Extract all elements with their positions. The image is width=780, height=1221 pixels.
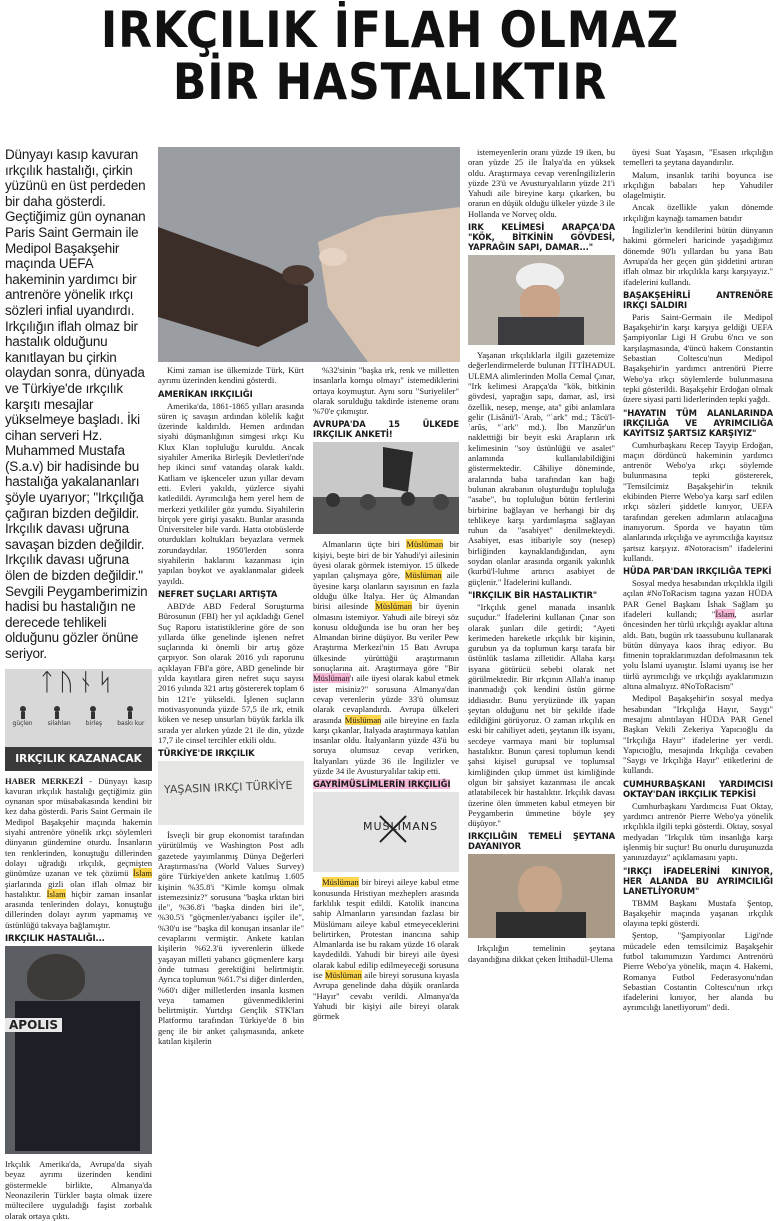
paragraph: Irkçılığın temelinin şeytana dayandığına dikkat çeken İttihadül-Ulema: [468, 943, 615, 964]
text-run: aile bireyi sorusuna kıyasla Avrupa genelinde daha düşük oranlarda "Hayır" cevabı verildi. Almanya'da Yahudi bir kişiyi aile bireyi olarak görmek: [313, 969, 459, 1022]
column-3: [313, 365, 459, 1023]
subheading: [313, 779, 459, 789]
protest-photo: [313, 442, 459, 534]
paragraph: İsveçli bir grup ekonomist tarafından yürütülmüş ve Washington Post adlı gazetede yayımlanmış Dünya Değerleri Araştırması'na (World Values Survey) göre Türkiye'den ankete katılmış 1.605 kişinin %35.8'i "Kimle komşu olmak istemezsiniz?" sorusuna "başka ırktan biri ile", %36.8'i "başka dinden biri ile", %30.5'i "göçmenler/yabancı işçiler ile", %30'u ise "başka dil konuşan insanlar ile" cevaplarını vermiştir. Ankete katılan kişilerin %62.3'ü iyverenlerin ülkede yaşayan milleti yabancı göçmenlere karşı önde tutması gerektiğini belirtmiştir. Ayrıca toplumun %61.7'si diğer dinlerden, %60'ı diğer milletlerden insanla kısmen veya tamamen güvenmediklerini belirtmiştir. Yurtdışı Gençlik STK'ları Platformu tarafından Türkiye'de 8 bin genç ile bir anket çalışmasında, ankete katılan kişilerin: [158, 830, 304, 1047]
police-photo: [5, 946, 152, 1154]
paragraph: Kimi zaman ise ülkemizde Türk, Kürt ayrımı üzerinden kendini gösterdi.: [158, 365, 304, 386]
subheading: TÜRKİYE'DE IRKÇILIK: [158, 748, 255, 759]
paragraph: Cumhurbaşkanı Yardımcısı Fuat Oktay, yardımcı antrenör Pierre Webo'ya yönelik ırkçılıkla ilgili tepki gösterdi. Oktay, sosyal medyadan "Irkçılık tüm insanlığa karşı işlenmiş bir suçtur! Bu onurlu duruşunuzda yanınızdayız" açıklamasını yaptı.: [623, 800, 773, 863]
cross-mark: [378, 814, 408, 844]
text-run: , asırlar öncesinden her türlü ırkçılığı ayaklar altına aldı. Batı, bugün ırk taassubunu kullanarak bütün dünyaya kaos ihraç ediyor. Bu fitnenin topraklarımızdan defolmasının tek yolu İslami uyanıştır. İslami uyanış ise her türlü ayrımcılığı ve ırkçılığı ayaklarımızın altına almalıyız. #NoToRacism": [623, 608, 773, 692]
column-5: [623, 147, 773, 1015]
subheading-text: GAYRİMÜSLİMLERİN IRKÇILIĞI: [313, 779, 451, 790]
paragraph: ABD'de ABD Federal Soruşturma Bürosunun (FBI) her yıl açıkladığı Genel Suç Raporu istatistiklerine göre de son yıllarda ülke genelinde işlenen nefret suçlarında ki önemli bir artış göze çarpıyor. Son olarak 2016 yılı raporunu açıklayan FBI'a göre, ABD genelinde bir yılda kayıtlara giren nefret suçu sayısı 2016 yılında 321 artış göstererek toplam 6 bin 121'e yükseldi. İşlenen suçların motivasyonunda yüzde 57,5 ile ırk, etnik köken ve nesep unsurları büyük farkla ilk sırada yer alırken yüzde 21 ile din, yüzde 17,7 ile cinsel tercihler etkili oldu.: [158, 600, 304, 745]
subheading: AVRUPA'DA 15 ÜLKEDE IRKÇILIK ANKETİ!: [313, 419, 459, 440]
paragraph: Amerika'da, 1861-1865 yılları arasında süren iç savaşın ardından kölelik kağıt üzerinde kaldırıldı. Hemen ardından siyahi düşmanlığının simgesi ırkçı Ku Klux Klan topluluğu kuruldu. Ancak siyahiler Amerika Birleşik Devletleri'nde hep ikinci sınıf vatandaş olarak kaldı. Katliam ve işkenceler uzun yıllar devam etti. Evleri yakıldı, yüzlerce siyahi katledildi. Ayrımcılığa hem yerel hem de merkezi yetkililer göz yumdu. Siyahilerin birçok yere girişi yasaktı. Bunlar arasında Üniversiteler bile vardı. Hatta otobüslerde oturdukları koltukları beyazlara vermek zorundaydılar. 1950'lerden sonra siyahilerin haklarını kazanması için yapılan boykot ve ayaklanmalar gideek yayıldı.: [158, 400, 304, 586]
subheading: IRKÇILIK HASTALIĞI...: [5, 933, 105, 944]
poster-word: baskı kur: [117, 719, 145, 727]
poster-word: birleş: [85, 719, 103, 727]
subheading: IRK KELİMESİ ARAPÇA'DA "KÖK, BİTKİNİN GÖVDESİ, YAPRAĞIN SAPI, DAMAR...": [468, 222, 615, 253]
paragraph: Ancak özellikle yakın dönemde ırkçılığın kaynağı tamamen batıdır: [623, 202, 773, 223]
hands-illustration: [158, 147, 460, 362]
highlight-muslim: Müslüman: [375, 601, 413, 612]
highlight-muslim: Müslüman: [322, 877, 359, 888]
paragraph: "Irkçılık genel manada insanlık suçudur." İfadelerini kullanan Çınar son olarak şunları dile getirdi; "Ayeti kerimeden hareketle ırkçılık bir kişinin, gurubun ya da toplumun karşı tarafa bir üstünlük taslama zilletidir. Allaha karşı isyana götürücü sebebi olarak net görülmektedir. Bir ırkçının Allah'a inanıp inanmadığı çok kendini üstün görme iddiasıdır. Bunu yeryüzünde ilk yapan şeytan olduğunu net bir şekilde ifade edildiğini görüyoruz. O zaman ırkçılık en eski bir cahiliyet adeti, şeytanın ilk isyanı, secdeye varmaya mani bir toplumsal hastalıktır. Bunun çaresi toplumun kendi şahsi kişisel gurupsal ve toplumsal kimliğinden çıkıp ümmet üst kimliğinde olgun bir şahsiyet kazanması ile ancak atlatabilecek bir hastalıktır. Irkçılık davası üzerine ölen ümmeten kabul etmeyen bir Peygamberin ümmetine böyle şey düşüyor.": [468, 601, 615, 829]
column-4: [468, 147, 615, 966]
intro-text: Dünyayı kasıp kavuran ırkçılık hastalığı, çirkin yüzünü en üst perdeden bir daha gösterdi. Geçtiğimiz gün oynanan Paris Saint Germain ile Medipol Başakşehir maçında UEFA hakeminin yardımcı bir antrenöre yönelik ırkçı sözleri infial uyandırdı. Irkçılığın iflah olmaz bir hastalık olduğunu kanıtlayan bu çirkin olaydan sonra, dünyada ve Türkiye'de ırkçılık karşıtı mesajlar yükselmeye başladı. İki cihan serveri Hz. Muhammed Mustafa (S.a.v) bir hadisinde bu hastalığa yakalananları şöyle uyarıyor; "Irkçılığa çağıran bizden değildir. Irkçılık davası uğruna savaşan bizden değildir. Irkçılık davası uğruna ölen de bizden değildir." Sevgili Peygamberimizin hadisi bu hastalığın ne derecede tehlikeli olduğunu gözler önüne seriyor.: [5, 147, 148, 661]
subheading: HÜDA PAR'DAN IRKÇILIĞA TEPKİ: [623, 566, 772, 577]
highlight-islam: İslam: [715, 608, 735, 619]
police-label: APOLIS: [5, 1018, 62, 1032]
text-run: 'ı aile üyesi olarak kabul etmek ister misiniz?" sorusuna Almanya'dan cevap verenlerin yüzde 33'ü olumsuz olarak cevaplandırdı. Avrupa ülkeleri arasında: [313, 673, 459, 725]
paragraph: [313, 877, 459, 1021]
poster-word: silahlan: [47, 719, 71, 727]
paragraph: istemeyenlerin oranı yüzde 19 iken, bu oran yüzde 25 ile İtalya'da en yüksek oldu. Araştırmaya cevap verenİngilizlerin yüzde 23'ü ve Avusturyalıların yüzde 21'i Yahudi aile bireyine karşı çıkarken, bu oranın en düşük olduğu ülkeler yüzde 3 ile Hollanda ve Norveç oldu.: [468, 147, 615, 219]
photo-caption: Irkçılık Amerika'da, Avrupa'da siyah beyaz ayrımı üzerinden kendini göstermekle birlikte, Almanya'da Neonazilerin Türkler başta olmak üzere mültecilere uyguladığı faşist zorbalık olarak ortaya çıktı.: [5, 1159, 152, 1221]
paragraph: Cumhurbaşkanı Recep Tayyip Erdoğan, maçın dördüncü hakeminin yardımcı antrenör Webo'ya ırkçı söylemde bulunmasına tepki göstererek, "Temsilcimiz Başakşehir'in teknik ekibinden Pierre Webo'ya karşı sarf edilen ırkçı sözleri şiddetle kınıyor, UEFA tarafından gereken adımların atılacağına inanıyorum. Sporda ve hayatın tüm alanlarında ırkçılığa ve ayrımcılığa kayıtsız şartsız karşıyız. #Notoracism" ifadelerini kullandı.: [623, 439, 773, 563]
headline-line1: IRKÇILIK İFLAH OLMAZ: [100, 1, 680, 59]
paragraph: Yaşanan ırkçılıklarla ilgili gazetemize değerlendirmelerde bulunan İTTİHADUL ULEMA alimlerinden Molla Cemal Çınar, "Irk kelimesi Arapça'da "kök, bitkinin gövdesi, yaprağın sapı, damar, asl, irsi özellik, nesep, menşe, ata" gibi anlamlara gelir (Lisânü'l-ʿArab, "ʿark" md.; Tâcü'l-ʿarûs, "ʿark" md.). İbn Manzûr'un nakletttiği bir beyit eski Arapların ırk kelimesinin "soy üstünlüğü ve asalet" anlamında kullanılabildiğini göstermektedir. Câhiliye döneminde, aralarında baba tarafından kan bağı bulunan akrabanın oluşturduğu topluluğa "asabe", bu topluluğun bütün fertlerini birbirine bağlayan ve herhangi bir dış tehlikeye karşı yardımlaşma sağlayan ruhun da "asabiyet" denilmekteydi. Asabiyet, esas itibariyle soy (nesep) birliğinden kaynaklandığından, aynı soydan olanlar arasında organik yakınlık (kurbü'l-luhme artırıcı asabiyet de güçlenir." İfadelerini kullandı.: [468, 350, 615, 587]
paragraph: Medipol Başakşehir'in sosyal medya hesabından "Irkçılığa Hayır, Saygı" mesajını alıntılayan HÜDA PAR Genel Başkan Vekili Zekeriya Yapıcıoğlu da "Irkçılığa Hayır" ifadelerine yer verdi. Yapıcıoğlu, mesajında Irkçılığa cevaben "Saygı ve Irkçılığa Hayır" etiketlerini de kullandı.: [623, 693, 773, 776]
text-run: bir bireyi aileye kabul etme konusunda Hristiyan mezheplerı arasında farklılık tespit edildi. Katolik inancına sahip Almanların yarısından fazlası bir Müslümanı aileye kabul etmeyeceklerini belirtirken, Protestan inancına sahip Almanlarda ise bu rakam yüzde 16 olarak kaydedildi. Yahudi bir bireyi aile üyesi olarak kabul edilip edilmeyeceği sorusuna ise: [313, 877, 459, 980]
subheading: BAŞAKŞEHİRLİ ANTRENÖRE IRKÇI SALDIRI: [623, 289, 773, 310]
highlight-muslim: Müslüman: [325, 969, 362, 980]
paragraph: TBMM Başkanı Mustafa Şentop, Başakşehir maçında yaşanan ırkçılık olayına tepki gösterdi.: [623, 897, 773, 929]
paragraph: %32'sinin "başka ırk, renk ve milletten insanlarla komşu olmayı" istemediklerini ortaya koymuştur. Aynı soru "Suriyeliler" olarak sorulduğu takdirde isteneme oranı %70'e çıkmıştır.: [313, 365, 459, 417]
column-2: [158, 365, 304, 1048]
lead-text: hiçbir zaman insanlar arasında tenlerinden dolayı, konuştuğu dillerinden dolayı ayrım yapmamış ve üstünlüğü takvaya bağlamıştır.: [5, 888, 152, 930]
graffiti-photo: [313, 792, 459, 872]
subheading: CUMHURBAŞKANI YARDIMCISI OKTAY'DAN IRKÇILIK TEPKİSİ: [623, 778, 773, 799]
text-run: aile üyesine karşı olanların sayısının en fazla olduğu ülke İtalya. Her üç Almandan birisi ailesinde: [313, 570, 459, 612]
hands-photo: [158, 147, 460, 362]
poster-tagline: IRKÇILIK KAZANACAK: [5, 747, 152, 771]
paragraph: Şentop, "Şampiyonlar Ligi'nde mücadele eden temsilcimiz Başakşehir futbol takımımızın Yardımcı Antrenörü Pierre Webo'ya yönelik, maçın 4. Hakemi, Romanya Futbol Federasyonu'ndan Sebastian Costantin Coltescu'nun ırkçı ifadelerini kınıyor, her alanda bu ayrımcılığı lanetliyorum" dedi.: [623, 930, 773, 1013]
sign-photo: [158, 761, 304, 825]
poster-word: güçlen: [12, 719, 33, 727]
highlight-islam: İslam: [132, 868, 152, 879]
paragraph: üyesi Suat Yaşasın, "Esasen ırkçılığın temelleri ta şeytana dayandırılır.: [623, 147, 773, 168]
text-run: Almanların üçte biri: [322, 539, 407, 550]
column-1: [5, 147, 152, 1221]
lead-text: şiarlarında gizli olan iflah olmaz bir hastalıktır.: [5, 878, 152, 899]
sign-text: YAŞASIN IRKÇI TÜRKİYE: [163, 778, 293, 797]
text-run: bir üyenin olmasını istemiyor. Yahudi aile bireyi söz konusu olduğunda ise bu oran her beş Almandan birine düşüyor. Bu veriler Pew Araştırma Merkezi'nin 15 Batı Avrupa ülkesinde yürüttüğü araştırmanın sonuçlarına ait. Araştırmaya göre "Bir: [313, 601, 459, 674]
paragraph: Malum, insanlık tarihi boyunca ise ırkçılığın babaları hep Yahudiler olagelmiştir.: [623, 169, 773, 201]
highlight-muslim: Müslüman: [344, 714, 382, 725]
text-run: bir kişiyi, beşte biri de bir Yahudi'yi ailesinin üyesi olarak görmek istemiyor. 15 ülkede yapılan çalışmaya göre,: [313, 539, 459, 581]
speaker-photo: [468, 854, 615, 938]
subheading: IRKÇILIĞIN TEMELİ ŞEYTANA DAYANIYOR: [468, 831, 615, 852]
headline-line2: BİR HASTALIKTIR: [172, 53, 608, 111]
lead-paragraph: [5, 776, 152, 930]
text-run: aile bireyine en fazla karşı çıkanlar, İtalyada araştırmaya katılan insanlar oldu. İtalyanların yüzde 43'ü bu soruya olumsuz cevap verirken, İtalyanları yüzde 36 ile İngilizler ve yüzde 34 ile Avusturyalılar takip etti.: [313, 714, 459, 777]
paragraph: [313, 539, 459, 776]
graffiti-text: MUSLIMANS: [363, 820, 439, 834]
protest-illustration: [313, 442, 459, 534]
subheading: "HAYATIN TÜM ALANLARINDA IRKÇILIĞA VE AYRIMCILIĞA KAYITSIZ ŞARTSIZ KARŞIYIZ": [623, 407, 773, 438]
scholar-photo: [468, 255, 615, 345]
highlight-islam: İslam: [46, 888, 66, 899]
highlight-muslim: Müslüman: [404, 570, 442, 581]
paragraph: Paris Saint-Germain ile Medipol Başakşehir'in karşı karşıya geldiği UEFA Şampiyonlar Ligi H Grubu 6'ncı ve son karşılaşmasında, 4'üncü hakem Constantin Sebastian Coltescu'nun Medipol Başakşehir'in yardımcı antrenörü Pierre Webo'ya ırkçı söylemlerde bulunmasına tepki gösterildi. Başakşehir Erdoğan olmak üzere siyasi parti liderlerinden tepki yağdı.: [623, 311, 773, 405]
figure-icons: [15, 705, 142, 719]
subheading: "IRKÇILIK BİR HASTALIKTIR": [468, 589, 598, 600]
poster-image: [5, 669, 152, 771]
subheading: NEFRET SUÇLARI ARTIŞTA: [158, 588, 278, 599]
text-run: Sosyal medya hesabından ırkçılıkla ilgili açılan #NoToRacism tagına yazan HÜDA PAR Genel Başkanı İshak Sağlam şu ifadeleri kullandı; ": [623, 578, 773, 619]
poster-words: [5, 719, 152, 729]
subheading: AMERİKAN IRKÇILIĞI: [158, 388, 253, 399]
headline: [47, 1, 733, 111]
subheading: "IRKÇI İFADELERİNİ KINIYOR, HER ALANDA BU AYRIMCILIĞI LANETLİYORUM": [623, 865, 773, 896]
lead-text: - Dünyayı kasıp kavuran ırkçılık hastalığı geçtiğimiz gün oynanan spor müsabakasında kendini bir kez daha gösterdi. Paris Saint Germain ile Medipol Başakşehir maçında hakemin siyahi antrenöre yönelik ırkçı söylemleri dünyanın gündemine oturdu. İnsanların ten renklerinden, konuştuğu dillerinden dolayı uğradığı ırkçılık, geçmişten günümüze uzanan ve tek çözümü: [5, 775, 152, 879]
highlight-muslim: Müslüman: [313, 673, 350, 684]
paragraph: [623, 578, 773, 691]
rune-text: ᛏᚢᚾᛋ: [39, 668, 118, 696]
lead-label: HABER MERKEZİ: [5, 775, 84, 786]
paragraph: İngilizler'in kendilerini bütün dünyanın hakimi görmeleri haricinde yaşadığımız dönemde 90'lı yıllardan bu yana Batı Avrupa'da her geçen gün şiddetini artıran iflah olmaz bir ırkçılıkla karşı karşıyayız." ifadelerini kullandı.: [623, 225, 773, 287]
highlight-muslim: Müslüman: [406, 539, 444, 550]
